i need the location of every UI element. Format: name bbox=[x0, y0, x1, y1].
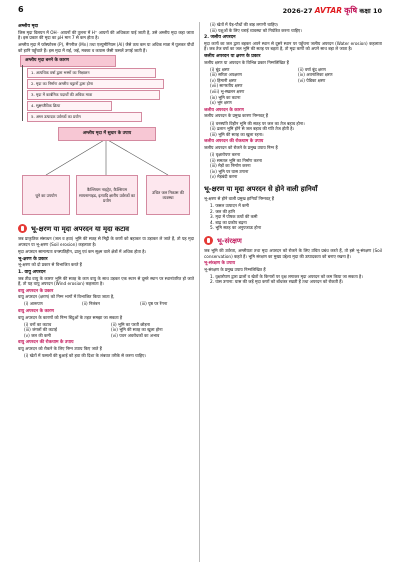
right-column bbox=[204, 22, 382, 562]
wind-types-heading: वायु अपरदन के प्रकार bbox=[18, 288, 54, 294]
subject-label: कृषि bbox=[344, 6, 358, 15]
wind-types-list bbox=[24, 301, 194, 307]
cause-item: 1. अत्यधिक वर्षा द्वारा भस्मों का निक्षालन bbox=[27, 68, 156, 78]
list-item: (i) बूंद क्षरण bbox=[210, 66, 230, 72]
wind-erosion-text: जब तीव्र वायु के कारण भूमि की सतह के कण वायु के साथ उड़कर एक स्थान से दूसरे स्थान पर स्थानांतरित हो जाते हैं, तो यह वायु अपरदन (Wind erosion) कहलाता है। bbox=[18, 275, 194, 287]
water-types-intro: जलीय क्षरण या अपरदन के विभिन्न प्रकार निम्नलिखित हैं bbox=[204, 59, 289, 65]
list-item: 3. मृदा में पोषक तत्वों की कमी bbox=[210, 214, 258, 220]
remedy-item: उचित जल निकास की व्यवस्था bbox=[146, 175, 190, 215]
acid-soil-remedy-diagram bbox=[18, 127, 194, 219]
list-item: (iii) पृष्ठ पर रेंगना bbox=[140, 301, 168, 307]
list-item: (v) मेड़बंदी करना bbox=[210, 174, 238, 180]
list-item: (v) जल की कमी bbox=[24, 332, 51, 338]
water-erosion-heading: 2. जलीय अपरदन bbox=[204, 35, 236, 41]
wind-causes-intro: वायु अपरदन के कारणों को निम्न बिंदुओं के तहत समझा जा सकता है bbox=[18, 314, 123, 320]
cause-item: 4. सूक्ष्मजैविक क्रिया bbox=[27, 101, 112, 111]
column-divider bbox=[199, 22, 200, 562]
list-item: (ii) समतल भूमि का निर्माण करना bbox=[210, 157, 263, 163]
list-item: (ii) भूमि का परती छोड़ना bbox=[111, 321, 150, 327]
list-item: (i) वृक्षारोपण करना bbox=[210, 151, 241, 157]
list-item: (iii) पशुओं के लिए चराई व्यवस्था को नियंत्रित करना चाहिए। bbox=[210, 27, 302, 33]
types-intro: भू-क्षरण को दो प्रकार से विभाजित करते हैं bbox=[18, 262, 82, 268]
list-item: (i) वनों का कटाव bbox=[24, 321, 52, 327]
acid-soil-paragraph: जिस मृदा विलयन में OH⁻ आयनों की तुलना में H⁺ आयनों की अधिकता पाई जाती है, उसे अम्लीय मृदा कहा जाता है। इस प्रकार की मृदा का pH मान 7 से कम होता है। bbox=[18, 29, 194, 41]
list-item: (ii) निलंबन bbox=[82, 301, 100, 307]
wind-control-intro: वायु अपरदन को रोकने के लिए निम्न उपाय किए जाते हैं bbox=[18, 346, 102, 352]
wind-erosion-heading: 1. वायु अपरदन bbox=[18, 269, 46, 275]
types-heading: भू-क्षरण के प्रकार bbox=[18, 256, 48, 262]
list-item: (i) वनस्पति विहीन भूमि की सतह पर जल का तेज बहाव होना। bbox=[210, 120, 305, 126]
connector-line bbox=[22, 65, 23, 121]
list-item: (iii) सरिता अपक्षरण bbox=[210, 72, 242, 78]
list-item: (iv) भूमि पर घास उगाना bbox=[210, 168, 249, 174]
list-item: (ii) वर्षा बूंद क्षरण bbox=[298, 66, 326, 72]
water-control-intro: जलीय अपरदन को रोकने के प्रमुख उपाय निम्न हैं bbox=[204, 144, 278, 150]
list-item: 1. फसल उत्पादन में कमी bbox=[210, 203, 249, 209]
remedy-item: कैल्शियम नाइट्रेट, कैल्शियम सायनामाइड, इत्यादि क्षारीय उर्वरकों का प्रयोग bbox=[76, 175, 138, 215]
class-label: कक्षा 10 bbox=[359, 7, 382, 15]
list-item: (iii) भूमि की सतह का खुला रहना। bbox=[210, 131, 264, 137]
acid-soil-heading: अम्लीय मृदा bbox=[18, 24, 38, 29]
list-item: (iii) मेड़ों का निर्माण करना bbox=[210, 163, 251, 169]
section-bullet-icon bbox=[204, 236, 213, 245]
causes-title: अम्लीय मृदा बनने के कारण bbox=[20, 55, 116, 67]
section-title: भू-संरक्षण bbox=[204, 236, 382, 245]
water-types-heading: जलीय अपरदन या क्षरण के प्रकार bbox=[204, 53, 261, 59]
water-causes-intro: जलीय अपरदन के प्रमुख कारण निम्नवत् हैं bbox=[204, 113, 268, 119]
list-item: (viii) भू-स्खलन क्षरण bbox=[210, 89, 245, 95]
list-item: (ix) भूमि का कटना bbox=[210, 94, 241, 100]
acid-soil-paragraph: अम्लीय मृदा में फॉस्फोरस (P), मैंगनीज (Mn) तथा एल्युमीनियम (Al) जैसे तत्व कम या अधिक मात्रा में घुलकर पौधों को हानि पहुँचाते हैं। इस मृदा में राई, जई, मक्का व कपास जैसी फसलें उगाई जाती हैं। bbox=[18, 42, 194, 53]
list-item: (ii) ढलान भूमि होने से जल बहाव की गति तेज होती है। bbox=[210, 126, 295, 132]
wind-causes-row bbox=[24, 333, 194, 339]
conservation-methods-intro: भू-संरक्षण के प्रमुख उपाय निम्नलिखित हैं bbox=[204, 266, 266, 272]
conservation-text: जब भूमि की उर्वरता, अम्लीयता तथा मृदा अपरदन को रोकने के लिए उचित प्रबंध करते हैं, तो इसे भू-संरक्षण (Soil conservation) कहते हैं। भूमि संरक्षण का मुख्य उद्देश्य मृदा की उत्पादकता को बनाए रखना है। bbox=[204, 248, 382, 259]
acid-soil-causes-diagram bbox=[18, 55, 194, 123]
list-item: (ii) खेतों में पेड़-पौधों की बाड़ लगानी चाहिए। bbox=[210, 22, 279, 27]
wind-causes-heading: वायु अपरदन के कारण bbox=[18, 309, 54, 314]
cause-item: 2. मृदा का निर्माण अम्लीय चट्टानों द्वारा होना bbox=[27, 79, 164, 89]
conservation-methods-heading: भू-संरक्षण के उपाय bbox=[204, 261, 236, 267]
list-item: (vi) पेडिका क्षरण bbox=[298, 77, 326, 83]
section-title: भू-क्षरण या मृदा अपरदन से होने वाली हानियाँ bbox=[204, 184, 318, 193]
list-item: (i) खेतों में फसलों की बुआई को हवा की दिशा के लंबवत तरीके से करना चाहिए। bbox=[24, 353, 146, 359]
page-header bbox=[0, 0, 400, 20]
list-item: (vii) सागरतीय क्षरण bbox=[210, 83, 243, 89]
year-label: 2026-27 bbox=[282, 7, 313, 15]
cause-item: 3. मृदा में कार्बनिक पदार्थों की अधिक मात्रा bbox=[27, 90, 160, 100]
erosion-definition: जब प्राकृतिक संसाधन (जल व हवा) भूमि की सतह से मिट्टी के कणों को बहाकर या उड़ाकर ले जाते हैं, तो यह मृदा अपरदन या भू-क्षरण (Soil erosion) कहलाता है। bbox=[18, 236, 194, 248]
list-item: 2. घास उगाना: घास की जड़ें मृदा कणों को बाँधकर रखती हैं तथा अपरदन को रोकती हैं। bbox=[210, 279, 344, 285]
cause-item: 5. अम्ल उत्पादक उर्वरकों का प्रयोग bbox=[27, 112, 142, 122]
remedy-item: चूने का उपयोग bbox=[22, 175, 70, 215]
section-title: भू-क्षरण या मृदा अपरदन या मृदा कटाव bbox=[18, 224, 194, 233]
left-column bbox=[18, 22, 194, 562]
list-item: (x) भूम क्षरण bbox=[210, 100, 232, 106]
wind-control-heading: वायु अपरदन की रोकथाम के उपाय bbox=[18, 340, 74, 346]
section-bullet-icon bbox=[18, 224, 27, 233]
header-right bbox=[283, 5, 382, 16]
losses-intro: भू-क्षरण से होने वाली प्रमुख हानियाँ निम्नवत् हैं bbox=[204, 195, 274, 201]
list-item: 5. भूमि सतह का अनुपजाऊ होना bbox=[210, 225, 262, 231]
list-item: 1. वृक्षारोपण द्वारा ढालों व खेतों के किनारों पर वृक्ष लगाकर मृदा अपरदन को कम किया जा सकता है। bbox=[210, 273, 363, 279]
list-item: (iii) जंगलों की कटाई bbox=[24, 327, 57, 333]
wind-types-intro: वायु अपरदन (क्षरण) को निम्न भागों में विभाजित किया जाता है, bbox=[18, 294, 115, 300]
remedy-title: अम्लीय मृदा में सुधार के उपाय bbox=[58, 127, 156, 141]
list-item: (v) हिमानी क्षरण bbox=[210, 77, 237, 83]
list-item: 2. जल की हानि bbox=[210, 208, 235, 214]
list-item: 4. बाढ़ का प्रकोप बढ़ना bbox=[210, 219, 247, 225]
water-causes-heading: जलीय अपरदन के कारण bbox=[204, 107, 244, 113]
page-number: 6 bbox=[18, 5, 24, 14]
list-item: (vi) पवन अवरोधकों का अभाव bbox=[111, 332, 160, 338]
brand-logo: AVTAR bbox=[314, 6, 342, 15]
list-item: (iv) अवनालिका क्षरण bbox=[298, 72, 333, 78]
erosion-note: मृदा अपरदन सामान्यतः वनस्पतिहीन, ढालू एवं कम सूक्ष्म वाले क्षेत्रों में अधिक होता है। bbox=[18, 249, 147, 255]
water-erosion-text: मृदा कणों का जल द्वारा बहकर अपने स्थान से दूसरे स्थान पर पहुँचना जलीय अपरदन (Water erosion) कहलाता है। जब तेज वर्षा का जल भूमि की सतह पर बहता है, तो मृदा कणों को अपने साथ बहा ले जाता है। bbox=[204, 40, 382, 52]
list-item: (i) आरूपण bbox=[24, 301, 43, 307]
water-control-heading: जलीय अपरदन की रोकथाम के उपाय bbox=[204, 139, 264, 145]
list-item: (iv) भूमि की सतह का खुला होना bbox=[111, 327, 163, 333]
